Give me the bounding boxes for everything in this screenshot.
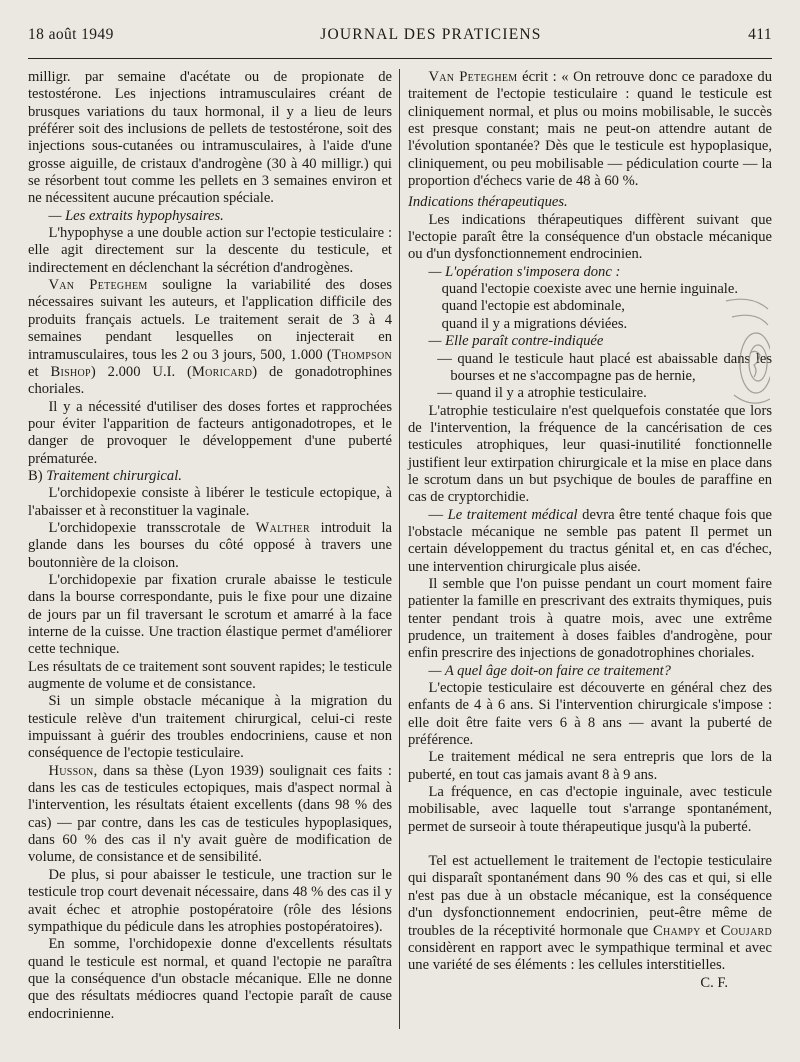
list-heading: — Elle paraît contre-indiquée xyxy=(428,333,604,350)
paragraph: milligr. par semaine d'acétate ou de propionate de testostérone. Les injections intramusculaires créant de brusques variations du taux hormonal, il y a lieu de leurs préférer soit des inclusions de pellets de testostérone, soit des injections sous-cutanées ou intramusculaires, à l'aide d'une grosse aiguille, de cristaux d'androgène (30 à 40 milligr.) qui se résorbent tout comme les pellets en 3 semaines environ et ne nécessitent aucune précaution spéciale. xyxy=(28,69,392,207)
section-heading: — Les extraits hypophysaires. xyxy=(48,207,224,224)
paragraph: — Le traitement médical devra être tenté chaque fois que l'obstacle mécanique ne semble pas patent Il permet un certain développement du tractus génital et, en cas d'échec, une intervention chirurgicale plus aisée. xyxy=(408,506,772,575)
list-heading: — L'opération s'imposera donc : xyxy=(428,263,621,280)
paragraph: L'orchidopexie transscrotale de Walther introduit la glande dans les bourses du côté opposé à travers une boutonnière de la cloison. xyxy=(28,519,392,571)
paragraph: Les résultats de ce traitement sont souvent rapides; le testicule augmente de volume et de consistance. xyxy=(28,658,392,693)
header-date: 18 août 1949 xyxy=(28,26,114,43)
header-journal-title: JOURNAL DES PRATICIENS xyxy=(320,26,542,43)
section-heading: Indications thérapeutiques. xyxy=(408,194,568,211)
author-name: Champy xyxy=(652,922,701,939)
author-name: Moricard xyxy=(191,363,253,380)
paragraph: Il y a nécessité d'utiliser des doses fortes et rapprochées pour éviter l'apparition de facteurs antigonadotropes, et le danger de provoquer le développement d'une puberté prématurée. xyxy=(28,398,392,467)
author-name: Walther xyxy=(255,519,310,536)
author-name: Van Peteghem xyxy=(48,277,148,294)
paragraph: Husson, dans sa thèse (Lyon 1939) soulignait ces faits : dans les cas de testicules ectopiques, mais d'aspect normal à l'intervention, les résultats étaient excellents (dans 98 % des cas) — par contre, dans les cas de testicules hypoplasiques, dans 60 % des cas il n'y avait guère de modification de volume, de consistance et de sensibilité. xyxy=(28,762,392,866)
column-divider xyxy=(399,69,400,1029)
page-header xyxy=(28,26,772,48)
paragraph: De plus, si pour abaisser le testicule, une traction sur le testicule trop court devenait nécessaire, dans 48 % des cas il y avait échec et atrophie postopératoire (rôle des lésions sympathique du pédicule dans les atrophies postopératoires). xyxy=(28,866,392,935)
author-name: Bishop xyxy=(50,363,91,380)
paragraph: L'hypophyse a une double action sur l'ectopie testiculaire : elle agit directement sur la descente du testicule, et indirectement en déclenchant la sécrétion d'androgènes. xyxy=(28,225,392,276)
header-rule xyxy=(28,58,772,59)
paragraph: Van Peteghem écrit : « On retrouve donc ce paradoxe du traitement de l'ectopie testiculaire : quand le testicule est cliniquement normal, et plus ou moins mobilisable, le succès est presque constant; mais ne peut-on attendre autant de l'évolution spontanée? Dès que le testicule est hypoplasique, cliniquement, ou peu mobilisable — pédiculation courte — la proportion d'échecs varie de 48 à 60 %. xyxy=(408,69,773,190)
list-item: quand il y a migrations déviées. xyxy=(441,315,628,332)
author-name: Husson xyxy=(48,762,94,779)
paragraph: L'orchidopexie consiste à libérer le testicule ectopique, à l'abaisser et à reconstituer la vaginale. xyxy=(28,485,392,519)
section-heading: B) Traitement chirurgical. xyxy=(28,467,182,484)
library-stamp xyxy=(712,295,770,411)
right-column xyxy=(402,69,772,1023)
paragraph: Si un simple obstacle mécanique à la migration du testicule relève d'un traitement chirurgical, celui-ci reste impuissant à guérir des troubles endocriniens, cause et non conséquence de l'ectopie testiculaire. xyxy=(28,693,392,762)
paragraph: En somme, l'orchidopexie donne d'excellents résultats quand le testicule est normal, et quand l'ectopie ne paraîtra que la conséquence d'un obstacle mécanique. Elle ne donne que des résultats médiocres quand l'ectopie paraît de cause endocrinienne. xyxy=(28,936,392,1022)
list-item: quand l'ectopie coexiste avec une hernie inguinale. xyxy=(441,281,738,298)
signature: C. F. xyxy=(700,974,728,991)
list-item: — quand il y a atrophie testiculaire. xyxy=(437,385,647,402)
paragraph: Van Peteghem souligne la variabilité des doses nécessaires suivant les auteurs, et l'application difficile des produits français actuels. Le traitement serait de 3 à 4 semaines pendant lesquelles on injecterait en intramusculaires, tous les 2 ou 3 jours, 500, 1.000 (Thompson et Bishop) 2.000 U.I. (Moricard) de gonadotrophines choriales. xyxy=(28,277,392,398)
section-heading: — A quel âge doit-on faire ce traitement? xyxy=(428,662,671,679)
author-name: Thompson xyxy=(331,346,392,363)
paragraph: Tel est actuellement le traitement de l'ectopie testiculaire qui disparaît spontanément dans 90 % des cas et qui, si elle n'est pas due à un obstacle mécanique, est la conséquence d'un dysfonctionnement endocrinien, peut-être même de troubles de la réceptivité hormonale que Champy et Coujard considèrent en rapport avec le sympathique terminal et avec une variété de ses éléments : les cellules interstitielles. xyxy=(408,853,772,974)
paragraph: La fréquence, en cas d'ectopie inguinale, avec testicule mobilisable, avec laquelle tout s'arrange spontanément, permet de surseoir à toute thérapeutique jusqu'à la puberté. xyxy=(408,784,772,835)
two-column-body xyxy=(28,69,772,1023)
paragraph: Il semble que l'on puisse pendant un court moment faire patienter la famille en prescrivant des extraits thymiques, puis tenter pendant trois à quatre mois, avec une extrême prudence, un traitement à doses faibles d'androgène, pour enfin prescrire des injections de gonadotrophines choriales. xyxy=(408,575,772,662)
header-page-number: 411 xyxy=(748,26,772,43)
list-item: — quand le testicule haut placé est abaissable dans les bourses et ne s'accompagne pas de hernie, xyxy=(437,350,772,384)
paragraph: L'atrophie testiculaire n'est quelquefois constatée que lors de l'intervention, la fréquence de la cancérisation de ces testicules atrophiques, leur quasi-inutilité fonctionnelle justifient leur extirpation chirurgicale et la mise en place dans le scrotum dans un but psychique de boules de paraffine en cas de cryptorchidie. xyxy=(408,402,772,506)
paragraph: L'orchidopexie par fixation crurale abaisse le testicule dans la bourse correspondante, puis le fixe pour une dizaine de jours par un fil traversant le scrotum et amarré à la face interne de la cuisse. Une traction élastique permet d'améliorer cette technique. xyxy=(28,571,392,658)
author-name: Van Peteghem xyxy=(428,69,518,85)
author-name: Coujard xyxy=(720,922,772,939)
paragraph: Les indications thérapeutiques diffèrent suivant que l'ectopie paraît être la conséquence d'un obstacle mécanique ou d'un dysfonctionnement endrocinien. xyxy=(408,211,772,263)
left-column xyxy=(28,69,398,1023)
paragraph: L'ectopie testiculaire est découverte en général chez des enfants de 4 à 6 ans. Si l'intervention chirurgicale s'impose : elle doit être faite vers 6 à 8 ans — avant la puberté de préférence. xyxy=(408,680,772,749)
list-item: quand l'ectopie est abdominale, xyxy=(441,298,625,315)
paragraph: Le traitement médical ne sera entrepris que lors de la puberté, en tout cas jamais avant 8 à 9 ans. xyxy=(408,749,772,783)
